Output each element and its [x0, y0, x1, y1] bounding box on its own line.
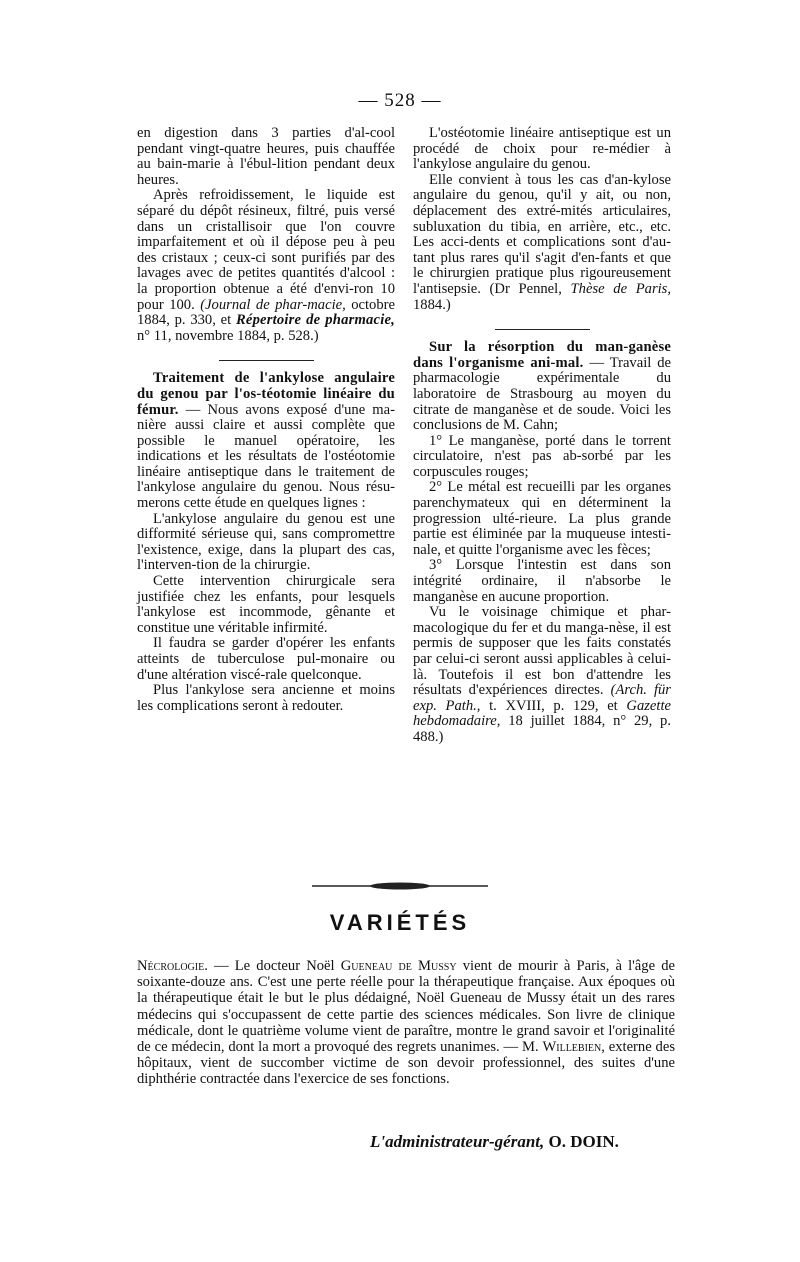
citation: (Arch. für exp. Path., — [413, 682, 671, 714]
paragraph: 1° Le manganèse, porté dans le torrent circulatoire, n'est pas ab-sorbé par les corpuscules rouges; — [413, 432, 671, 480]
citation-detail: t. XVIII, p. 129, et — [480, 697, 627, 714]
signature — [370, 1132, 670, 1152]
paragraph — [137, 958, 675, 1088]
paragraph-text: Elle convient à tous les cas d'an-kylose angulaire du genou, qu'il y ait, ou non, déplacement des extré-mités articulaires, subluxation du tibia, en arrière, etc., etc. Les acci-dents et complications sont d'au-tant plus rares qu'il s'agit d'en-fants et que le chirurgien pratique plus rigoureusement l'antisepsie. (Dr Pennel, — [413, 171, 671, 297]
paragraph: en digestion dans 3 parties d'al-cool pendant vingt-quatre heures, puis chauffée au bain-marie à l'ébul-lition pendant deux heures. — [137, 125, 395, 188]
signature-role: L'administrateur-gérant, — [370, 1132, 545, 1151]
person-name: Gueneau de Mussy — [340, 958, 457, 974]
ornament-divider — [300, 880, 500, 892]
article-paragraph — [413, 340, 671, 434]
person-name: Willebien — [542, 1039, 602, 1056]
citation-detail: n° 11, novembre 1884, p. 528.) — [137, 327, 319, 344]
paragraph-text: — Travail de pharmacologie expérimentale du laboratoire de Strasbourg au moyen du citrate de manganèse et de soude. Voici les conclusions de M. Cahn; — [413, 354, 672, 434]
divider — [495, 329, 590, 330]
paragraph: 2° Le métal est recueilli par les organes parenchymateux qui en déterminent la progression ulté-rieure. La plus grande partie est éliminée par la muqueuse intesti-nale, et quitte l'organisme avec les fèces; — [413, 479, 671, 558]
citation: Gazette hebdomadaire, — [413, 697, 671, 730]
article-title: Sur la résorption du man-ganèse dans l'organisme ani-mal. — [413, 339, 671, 371]
citation-detail: octobre 1884, p. 330, et — [137, 296, 395, 329]
paragraph-text: — Le docteur Noël — [207, 958, 341, 974]
paragraph: Plus l'ankylose sera ancienne et moins les complications seront à redouter. — [137, 682, 395, 714]
paragraph-text: , externe des hôpitaux, vient de succomber victime de son devoir professionnel, des suites d'une diphthérie contractée dans l'exercice de ses fonctions. — [137, 1039, 675, 1088]
paragraph: L'ostéotomie linéaire antiseptique est un procédé de choix pour re-médier à l'ankylose angulaire du genou. — [413, 125, 671, 173]
paragraph-text: vient de mourir à Paris, à l'âge de soixante-douze ans. C'est une perte réelle pour la thérapeutique française. Aux époques où la thérapeutique était le but le plus dédaigné, Noël Gueneau de Mussy était un des rares médecins qui s'occupassent de cette partie des sciences médicales. Son livre de clinique médicale, dont le quatrième volume vient de paraître, montre le grand savoir et l'originalité de ce médecin, dont la mort a provoqué des regrets unanimes. — M. — [137, 958, 675, 1056]
paragraph — [413, 605, 671, 745]
signature-name: O. DOIN. — [544, 1132, 619, 1151]
article-paragraph — [137, 371, 395, 511]
citation: Thèse de Paris, — [561, 280, 671, 297]
citation: Répertoire de pharmacie, — [235, 312, 395, 329]
divider — [219, 360, 314, 361]
paragraph: 3° Lorsque l'intestin est dans son intégrité ordinaire, il n'absorbe le manganèse en aucune proportion. — [413, 557, 671, 605]
paragraph: Il faudra se garder d'opérer les enfants atteints de tuberculose pul-monaire ou d'une altération viscé-rale quelconque. — [137, 635, 395, 683]
citation-detail: 18 juillet 1884, n° 29, p. 488.) — [413, 713, 671, 745]
paragraph: Cette intervention chirurgicale sera justifiée chez les enfants, pour lesquels l'ankylose est incommode, gênante et constitue une véritable infirmité. — [137, 573, 395, 636]
paragraph: L'ankylose angulaire du genou est une difformité sérieuse qui, sans compromettre l'existence, exige, dans la plupart des cas, l'interven-tion de la chirurgie. — [137, 510, 395, 574]
left-column — [137, 126, 395, 714]
paragraph — [137, 188, 395, 344]
citation-detail: 1884.) — [413, 296, 451, 313]
article-title: Traitement de l'ankylose angulaire du genou par l'os-téotomie linéaire du fémur. — [137, 370, 395, 418]
paragraph-text: — Nous avons exposé d'une ma-nière aussi claire et aussi complète que possible le manuel opératoire, les indications et les résultats de l'ostéotomie linéaire antiseptique dans le traitement de l'ankylose angulaire du genou. Nous résu-merons cette étude en quelques lignes : — [137, 401, 395, 512]
right-column — [413, 126, 671, 746]
paragraph — [413, 173, 671, 313]
section-title: VARIÉTÉS — [329, 910, 471, 935]
paragraph-text: Vu le voisinage chimique et phar-macologique du fer et du manga-nèse, il est permis de supposer que les faits constatés par celui-ci seront aussi applicables à celui-là. Toutefois il est bon d'attendre les résultats d'expériences directes. — [413, 604, 671, 699]
paragraph-text: Après refroidissement, le liquide est séparé du dépôt résineux, filtré, puis versé dans un cristallisoir que l'on couvre imparfaitement et où il dépose peu à peu des cristaux ; ceux-ci sont purifiés par des lavages avec de petites quantités d'alcool : la proportion obtenue a été d'envi-ron 10 pour 100. — [137, 187, 395, 313]
varietes-section — [137, 958, 675, 1088]
page-number: — 528 — — [358, 90, 442, 111]
citation: (Journal de phar-macie, — [200, 296, 346, 313]
lead-label: Nécrologie. — [137, 958, 208, 974]
